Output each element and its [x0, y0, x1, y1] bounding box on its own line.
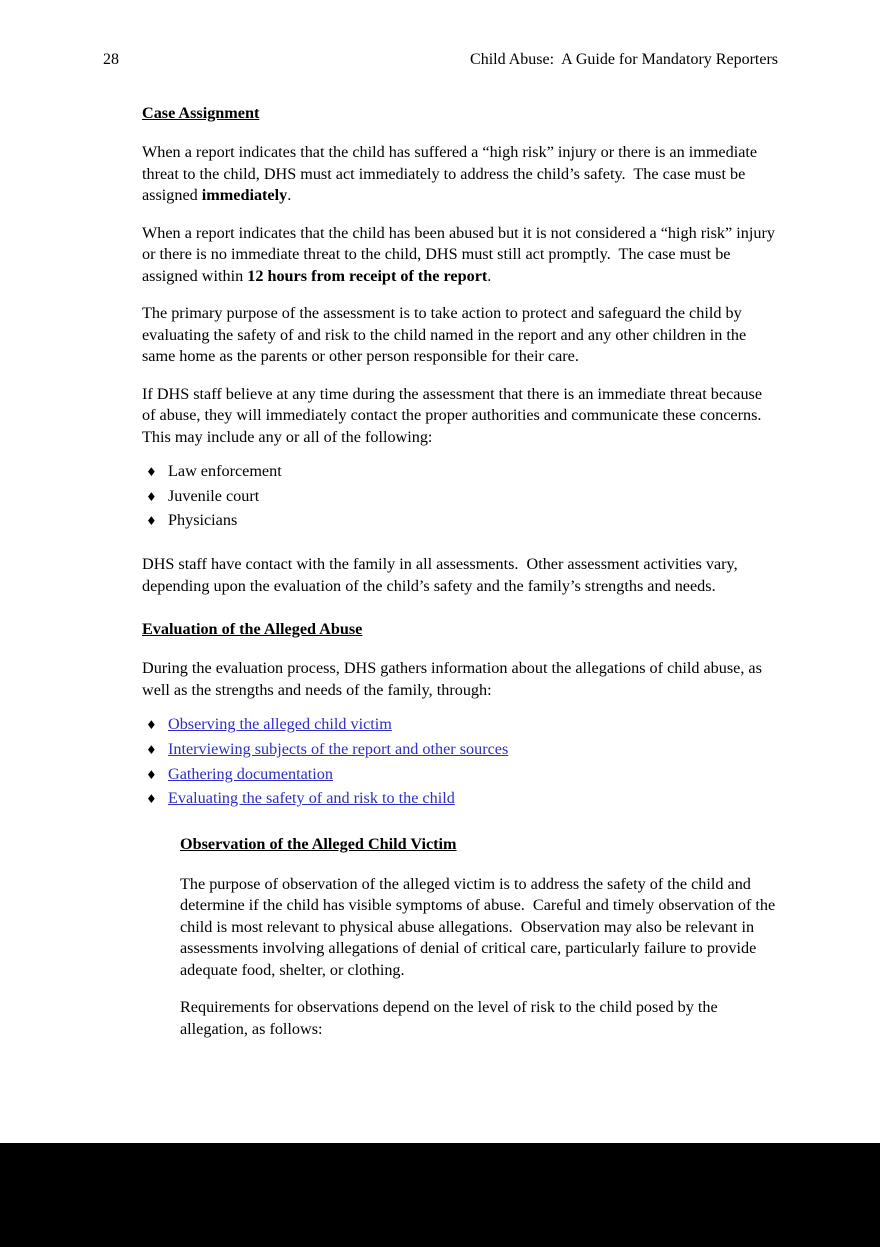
link-observing-alleged-child-victim[interactable]: Observing the alleged child victim: [168, 715, 392, 734]
document-title: Child Abuse: A Guide for Mandatory Reporters: [470, 51, 778, 68]
diamond-bullet-icon: ♦: [146, 489, 157, 504]
evaluation-method-list: [146, 713, 779, 812]
paragraph-text: .: [487, 266, 492, 285]
diamond-bullet-icon: ♦: [146, 514, 157, 529]
paragraph-evaluation-process: During the evaluation process, DHS gathers information about the allegations of child abuse, as well as the strengths and needs of the family, through:: [142, 659, 766, 699]
list-item: [146, 738, 779, 763]
list-item-label: Juvenile court: [168, 486, 260, 505]
paragraph-high-risk-assignment: [142, 142, 779, 207]
heading-observation: Observation of the Alleged Child Victim: [180, 834, 457, 853]
page-number: 28: [103, 51, 119, 68]
list-item: [146, 485, 779, 510]
footer-black-bar: [0, 1143, 880, 1247]
diamond-bullet-icon: ♦: [146, 465, 157, 479]
list-item: [146, 509, 779, 534]
diamond-bullet-icon: ♦: [146, 792, 157, 807]
list-item-label: Physicians: [168, 511, 238, 530]
bold-text: immediately: [201, 186, 288, 204]
page-header: [103, 51, 778, 69]
paragraph-family-contact: DHS staff have contact with the family in all assessments. Other assessment activities vary, depending upon the evaluation of the child’s safety and the family’s strengths and needs.: [142, 555, 742, 595]
bold-text: 12 hours from receipt of the report: [247, 266, 488, 285]
list-item: [146, 763, 779, 788]
heading-evaluation: Evaluation of the Alleged Abuse: [142, 620, 363, 639]
authority-list: [146, 460, 779, 534]
paragraph-observation-purpose: The purpose of observation of the alleged victim is to address the safety of the child and determine if the child has visible symptoms of abuse. Careful and timely observation of the child is most relevant to physical abuse allegations. Observation may also be relevant in assessments involving allegations of denial of critical care, particularly failure to provide adequate food, shelter, or clothing.: [180, 874, 780, 979]
paragraph-text: When a report indicates that the child has been abused but it is not considered a “high risk” injury or there is no immediate threat to the child, DHS must still act promptly. The case must be assigned within: [142, 223, 779, 285]
list-item-label: Law enforcement: [168, 462, 282, 480]
diamond-bullet-icon: ♦: [146, 742, 157, 757]
list-item: [146, 713, 779, 738]
link-interviewing-subjects[interactable]: Interviewing subjects of the report and other sources: [168, 739, 509, 758]
paragraph-primary-purpose: The primary purpose of the assessment is to take action to protect and safeguard the child by evaluating the safety of and risk to the child named in the report and any other children in the same home as the parents or other person responsible for their care.: [142, 304, 751, 365]
paragraph-text: .: [287, 186, 292, 204]
paragraph-non-high-risk-assignment: [142, 223, 779, 288]
list-item: [146, 787, 779, 812]
link-gathering-documentation[interactable]: Gathering documentation: [168, 764, 333, 783]
list-item: [146, 460, 779, 485]
heading-case-assignment: Case Assignment: [142, 104, 260, 122]
diamond-bullet-icon: ♦: [146, 767, 157, 782]
diamond-bullet-icon: ♦: [146, 718, 157, 733]
subsection-observation: [180, 835, 779, 1041]
paragraph-text: When a report indicates that the child has suffered a “high risk” injury or there is an immediate threat to the child, DHS must act immediately to address the child’s safety. The case must be assigned: [142, 143, 762, 204]
paragraph-immediate-threat: If DHS staff believe at any time during the assessment that there is an immediate threat because of abuse, they will immediately contact the proper authorities and communicate these concerns. This may include any or all of the following:: [142, 384, 770, 446]
link-evaluating-safety-risk[interactable]: Evaluating the safety of and risk to the child: [168, 789, 455, 808]
page-content: [142, 104, 779, 1056]
paragraph-observation-requirements: Requirements for observations depend on the level of risk to the child posed by the allegation, as follows:: [180, 998, 722, 1038]
